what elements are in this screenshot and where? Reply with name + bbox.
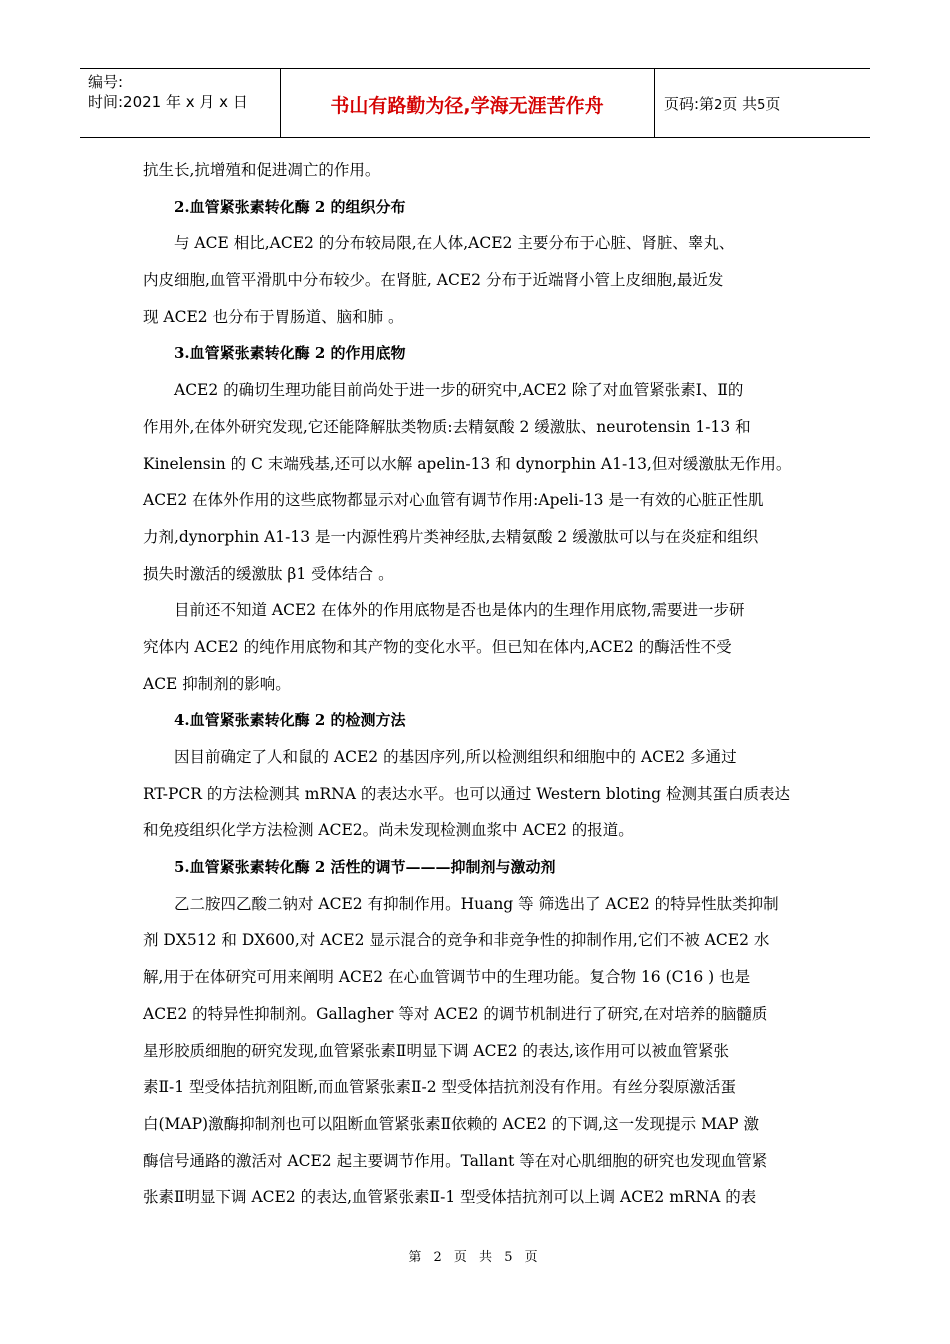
page-current: 2 [714,98,723,113]
paragraph-line: 剂 DX512 和 DX600,对 ACE2 显示混合的竞争和非竞争性的抑制作用,它们不被 ACE2 水 [143,931,770,950]
header-divider [654,69,655,137]
header-motto: 书山有路勤为径,学海无涯苦作舟 [330,95,604,117]
header-page-number [664,93,780,114]
paragraph-line: 解,用于在体研究可用来阐明 ACE2 在心血管调节中的生理功能。复合物 16 (C16 ) 也是 [143,968,751,987]
page-label-prefix: 页码:第 [664,95,715,113]
section-heading: 2.血管紧张素转化酶 2 的组织分布 [174,197,406,216]
paragraph-line: 内皮细胞,血管平滑肌中分布较少。在肾脏, ACE2 分布于近端肾小管上皮细胞,最近发 [143,271,724,290]
paragraph-line: 星形胶质细胞的研究发现,血管紧张素Ⅱ明显下调 ACE2 的表达,该作用可以被血管紧张 [143,1041,729,1060]
paragraph-line: 现 ACE2 也分布于胃肠道、脑和肺 。 [143,307,404,326]
paragraph-line: Kinelensin 的 C 末端残基,还可以水解 apelin-13 和 dynorphin A1-13,但对缓激肽无作用。 [143,454,792,473]
paragraph-line: ACE2 的特异性抑制剂。Gallagher 等对 ACE2 的调节机制进行了研究,在对培养的脑髓质 [143,1004,768,1023]
header-meta [88,72,248,112]
paragraph-line: ACE 抑制剂的影响。 [143,674,291,693]
paragraph-line: 与 ACE 相比,ACE2 的分布较局限,在人体,ACE2 主要分布于心脏、肾脏、睾丸、 [174,234,735,253]
paragraph-line: 和免疫组织化学方法检测 ACE2。尚未发现检测血浆中 ACE2 的报道。 [143,821,634,840]
section-heading: 3.血管紧张素转化酶 2 的作用底物 [174,344,406,363]
header-number-label: 编号: [88,73,124,91]
paragraph-line: ACE2 在体外作用的这些底物都显示对心血管有调节作用:Apeli-13 是一有效的心脏正性肌 [143,491,764,510]
page-footer: 第 2 页 共 5 页 [408,1250,542,1265]
paragraph-line: 酶信号通路的激活对 ACE2 起主要调节作用。Tallant 等在对心肌细胞的研究也发现血管紧 [143,1151,768,1170]
document-body [143,152,823,1216]
paragraph-line: 力剂,dynorphin A1-13 是一内源性鸦片类神经肽,去精氨酸 2 缓激肽可以与在炎症和组织 [143,527,759,546]
header-time-label: 时间:2021 年 x 月 x 日 [88,93,248,111]
paragraph-line: 张素Ⅱ明显下调 ACE2 的表达,血管紧张素Ⅱ-1 型受体拮抗剂可以上调 ACE2 mRNA 的表 [143,1188,757,1207]
paragraph-line: 因目前确定了人和鼠的 ACE2 的基因序列,所以检测组织和细胞中的 ACE2 多通过 [174,748,737,766]
paragraph-line: ACE2 的确切生理功能目前尚处于进一步的研究中,ACE2 除了对血管紧张素Ⅰ、Ⅱ的 [174,381,744,400]
page-total: 5 [757,98,766,113]
page-label-mid: 页 共 [722,95,758,113]
paragraph-line: 损失时激活的缓激肽 β1 受体结合 。 [143,564,394,583]
page-label-suffix: 页 [765,95,781,113]
section-heading: 5.血管紧张素转化酶 2 活性的调节———抑制剂与激动剂 [174,858,556,877]
paragraph-line: 究体内 ACE2 的纯作用底物和其产物的变化水平。但已知在体内,ACE2 的酶活性不受 [143,637,732,656]
page-header [80,68,870,138]
paragraph-line: 作用外,在体外研究发现,它还能降解肽类物质:去精氨酸 2 缓激肽、neurotensin 1-13 和 [143,417,751,436]
paragraph-line: RT-PCR 的方法检测其 mRNA 的表达水平。也可以通过 Western bloting 检测其蛋白质表达 [143,784,791,803]
paragraph-line: 白(MAP)激酶抑制剂也可以阻断血管紧张素Ⅱ依赖的 ACE2 的下调,这一发现提示 MAP 激 [143,1114,759,1133]
paragraph-line: 目前还不知道 ACE2 在体外的作用底物是否也是体内的生理作用底物,需要进一步研 [174,601,745,620]
paragraph-line: 乙二胺四乙酸二钠对 ACE2 有抑制作用。Huang 等 筛选出了 ACE2 的特异性肽类抑制 [174,894,779,913]
paragraph-line: 素Ⅱ-1 型受体拮抗剂阻断,而血管紧张素Ⅱ-2 型受体拮抗剂没有作用。有丝分裂原激活蛋 [143,1078,737,1097]
paragraph-line: 抗生长,抗增殖和促进凋亡的作用。 [143,161,381,179]
section-heading: 4.血管紧张素转化酶 2 的检测方法 [174,711,406,730]
